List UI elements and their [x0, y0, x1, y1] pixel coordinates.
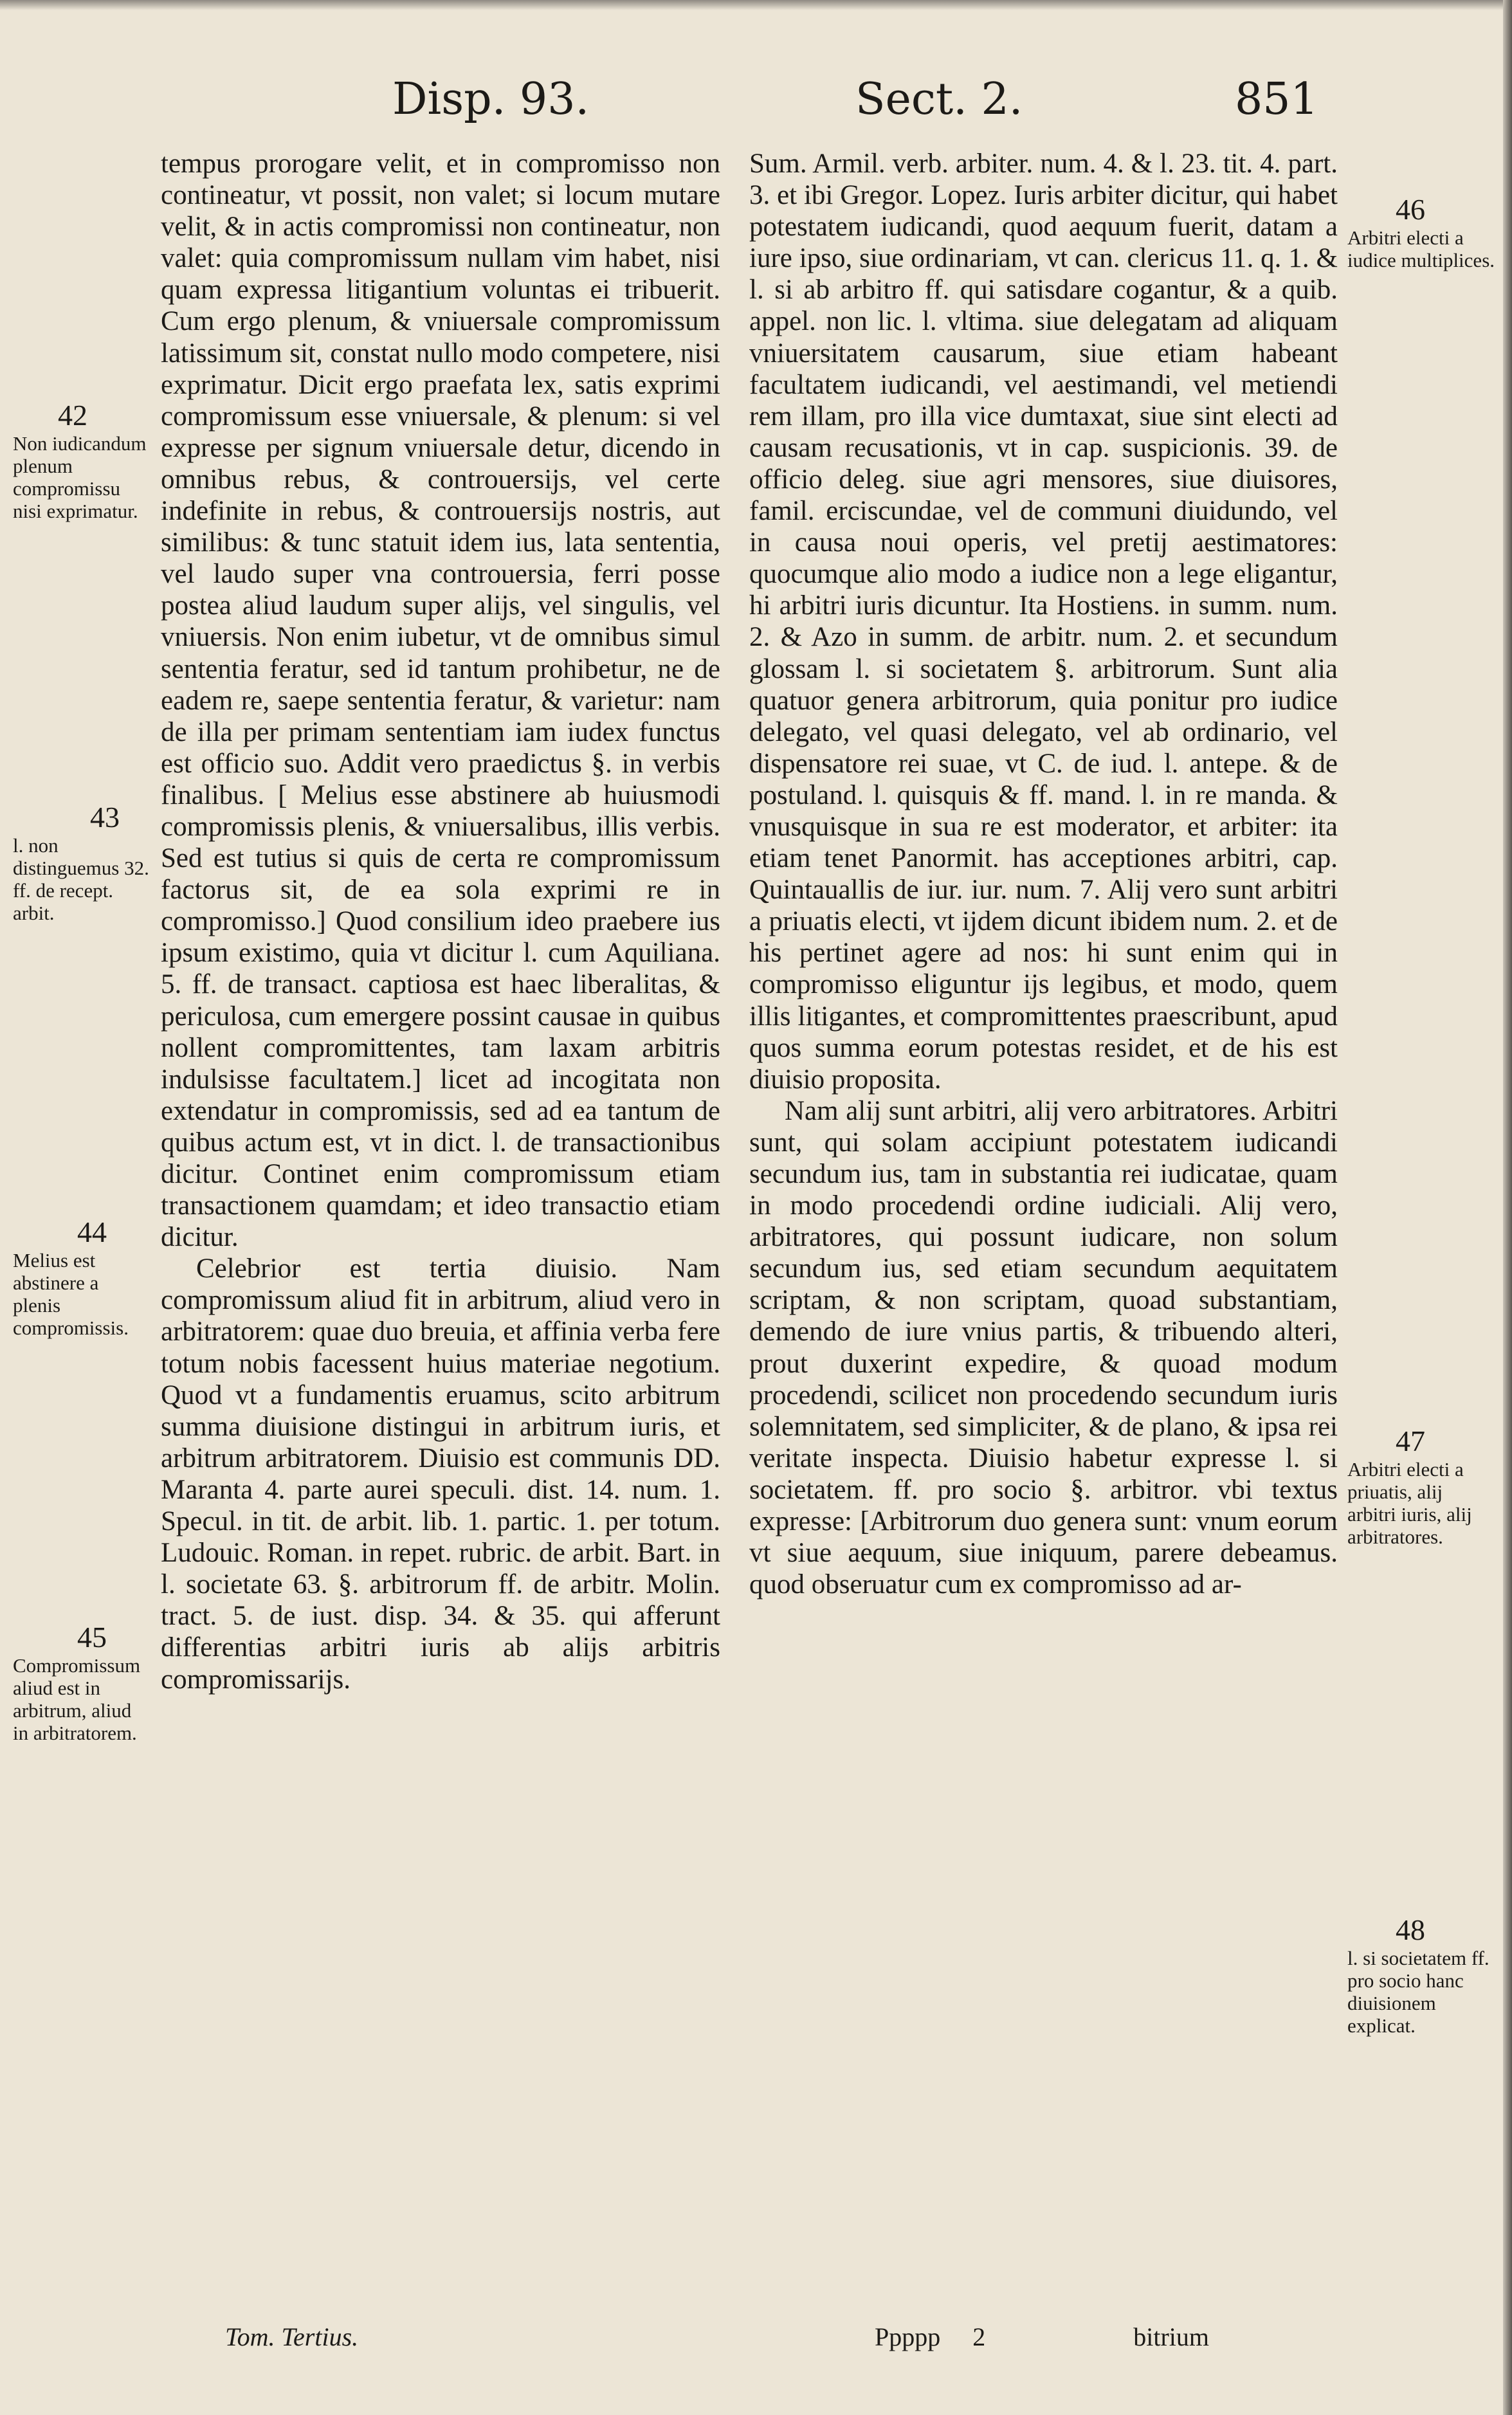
volume-footer: Tom. Tertius.	[225, 2322, 359, 2351]
running-header	[0, 64, 1512, 135]
paragraph: Nam alij sunt arbitri, alij vero arbitratores. Arbitri sunt, qui solam accipiunt potestatem iudicandi secundum ius, tam in substantia rei iudicatae, quam in modo procedendi ordine iudiciali. Alij vero, arbitratores, qui possunt iudicare, non solum secundum ius, sed etiam secundum aequitatem scriptam, & non scriptam, quoad substantiam, demendo de iure vnius partis, & tribuendo alteri, prout duxerint expedire, & quoad modum procedendi, scilicet non procedendo secundum iuris solemnitatem, sed simpliciter, & de plano, & ipsa rei veritate inspecta. Diuisio habetur expresse l. si societatem. ff. pro socio §. arbitror. vbi textus expresse: [Arbitrorum duo genera sunt: vnum eorum vt siue aequum, siue iniquum, parere debeamus. quod obseruatur cum ex compromisso ad ar-	[749, 1095, 1338, 1600]
margin-note-number: 46	[1396, 193, 1425, 226]
margin-note-48	[1347, 1913, 1495, 2037]
page-top-shadow	[0, 0, 1512, 10]
margin-note-47	[1347, 1425, 1495, 1548]
margin-note-number: 45	[77, 1621, 107, 1654]
margin-note-42	[13, 399, 151, 522]
margin-note-44	[13, 1216, 151, 1339]
page-number: 851	[1235, 74, 1318, 125]
left-text-column	[161, 148, 720, 1695]
paragraph: Celebrior est tertia diuisio. Nam compromissum aliud fit in arbitrum, aliud vero in arbitratorem: quae duo breuia, et affinia verba fere totum nobis facessent huius materiae negotium. Quod vt a fundamentis eruamus, scito arbitrum summa diuisione distingui in arbitrum iuris, et arbitrum arbitratorem. Diuisio est communis DD. Maranta 4. parte aurei speculi. dist. 14. num. 1. Specul. in tit. de arbit. lib. 1. partic. 1. per totum. Ludouic. Roman. in repet. rubric. de arbit. Bart. in l. societate 63. §. arbitrorum ff. de arbitr. Molin. tract. 5. de iust. disp. 34. & 35. qui afferunt differentias arbitri iuris ab alijs arbitris compromissarijs.	[161, 1253, 720, 1695]
catchword: bitrium	[1133, 2322, 1210, 2351]
margin-note-text: Melius est abstinere a plenis compromissis.	[13, 1249, 129, 1339]
margin-note-number: 43	[90, 801, 120, 834]
margin-note-number: 44	[77, 1216, 107, 1248]
signature-footer	[875, 2322, 1325, 2352]
margin-note-text: Arbitri electi a priuatis, alij arbitri iuris, alij arbitratores.	[1347, 1458, 1472, 1548]
right-text-column	[749, 148, 1338, 1600]
margin-note-text: Compromissum aliud est in arbitrum, aliud in arbitratorem.	[13, 1654, 141, 1744]
margin-note-43	[13, 801, 151, 924]
margin-note-text: Non iudicandum plenum compromissu nisi exprimatur.	[13, 432, 147, 522]
margin-note-text: Arbitri electi a iudice multiplices.	[1347, 226, 1495, 271]
margin-note-46	[1347, 193, 1495, 271]
paragraph: Sum. Armil. verb. arbiter. num. 4. & l. 23. tit. 4. part. 3. et ibi Gregor. Lopez. Iuris arbiter dicitur, qui habet potestatem iudicandi, quod aequum fuerit, datam a iure ipso, siue ordinariam, vt can. clericus 11. q. 1. & l. si ab arbitro ff. qui satisdare cogantur, & a quib. appel. non lic. l. vltima. siue delegatam ad aliquam vniuersitatem causarum, siue etiam habeant facultatem iudicandi, vel aestimandi, vel metiendi rem illam, pro illa vice dumtaxat, siue sint electi ad causam recusationis, vt in cap. suspicionis. 39. de officio deleg. siue agri mensores, siue diuisores, famil. erciscundae, vel de communi diuidundo, vel in causa noui operis, vel pretij aestimatores: quocumque alio modo a iudice non a lege eligantur, hi arbitri iuris dicuntur. Ita Hostiens. in summ. num. 2. & Azo in summ. de arbitr. num. 2. et secundum glossam l. si societatem §. arbitrorum. Sunt alia quatuor genera arbitrorum, quia ponitur pro iudice delegato, vel quasi delegato, vel ab ordinario, vel dispensatore rei suae, vt C. de iud. l. antepe. & de postuland. l. quisquis & ff. mand. l. in re manda. & vnusquisque in sua re est moderator, et arbiter: ita etiam tenet Panormit. has acceptiones arbitri, cap. Quintauallis de iur. iur. num. 7. Alij vero sunt arbitri a priuatis electi, vt ijdem dicunt ibidem num. 2. et de his pertinet agere ad nos: hi sunt enim qui in compromisso eliguntur ijs legibus, et modo, quem illis litigantes, et compromittentes praescribunt, apud quos summa eorum potestas residet, et de his est diuisio proposita.	[749, 149, 1338, 1095]
margin-note-number: 47	[1396, 1425, 1425, 1457]
signature-mark: Ppppp 2	[875, 2322, 986, 2351]
paragraph: tempus prorogare velit, et in compromisso non contineatur, vt possit, non valet; si locum mutare velit, & in actis compromissi non contineatur, non valet: quia compromissum nullam vim habet, nisi quam expressa litigantium voluntas ei tribuerit. Cum ergo plenum, & vniuersale compromissum latissimum sit, constat nullo modo competere, nisi exprimatur. Dicit ergo praefata lex, satis exprimi compromissum esse vniuersale, & plenum: si vel expresse per signum vniuersale detur, dicendo in omnibus rebus, & controuersijs, vel certe indefinite in rebus, & controuersijs nostris, aut similibus: & tunc statuit idem ius, lata sententia, vel laudo super vna controuersia, ferri posse postea aliud laudum super alijs, vel singulis, vel vniuersis. Non enim iubetur, vt de omnibus simul sententia feratur, sed id tantum prohibetur, ne de eadem re, saepe sententia feratur, & varietur: nam de illa per primam sententiam iam iudex functus est officio suo. Addit vero praedictus §. in verbis finalibus. [ Melius esse abstinere ab huiusmodi compromissis plenis, & vniuersalibus, illis verbis. Sed est tutius si quis de certa re compromissum factorus sit, de ea sola exprimi re in compromisso.] Quod consilium ideo praebere ius ipsum existimo, quia vt dicitur l. cum Aquiliana. 5. ff. de transact. captiosa est haec liberalitas, & periculosa, cum emergere possint causae in quibus nollent compromittentes, tam laxam arbitris indulsisse facultatem.] licet ad incogitata non extendatur in compromissis, sed ad ea tantum de quibus actum est, vt in dict. l. de transactionibus dicitur. Continet enim compromissum etiam transactionem quamdam; et ideo transactio etiam dicitur.	[161, 149, 720, 1253]
margin-note-text: l. si societatem ff. pro socio hanc diuisionem explicat.	[1347, 1947, 1489, 2037]
margin-note-number: 48	[1396, 1913, 1425, 1946]
page-edge-shadow	[1503, 0, 1512, 2415]
header-disputation: Disp. 93.	[392, 74, 590, 125]
margin-note-45	[13, 1621, 151, 1744]
margin-note-number: 42	[58, 399, 87, 432]
header-section: Sect. 2.	[855, 74, 1023, 125]
margin-note-text: l. non distinguemus 32. ff. de recept. arbit.	[13, 834, 149, 924]
